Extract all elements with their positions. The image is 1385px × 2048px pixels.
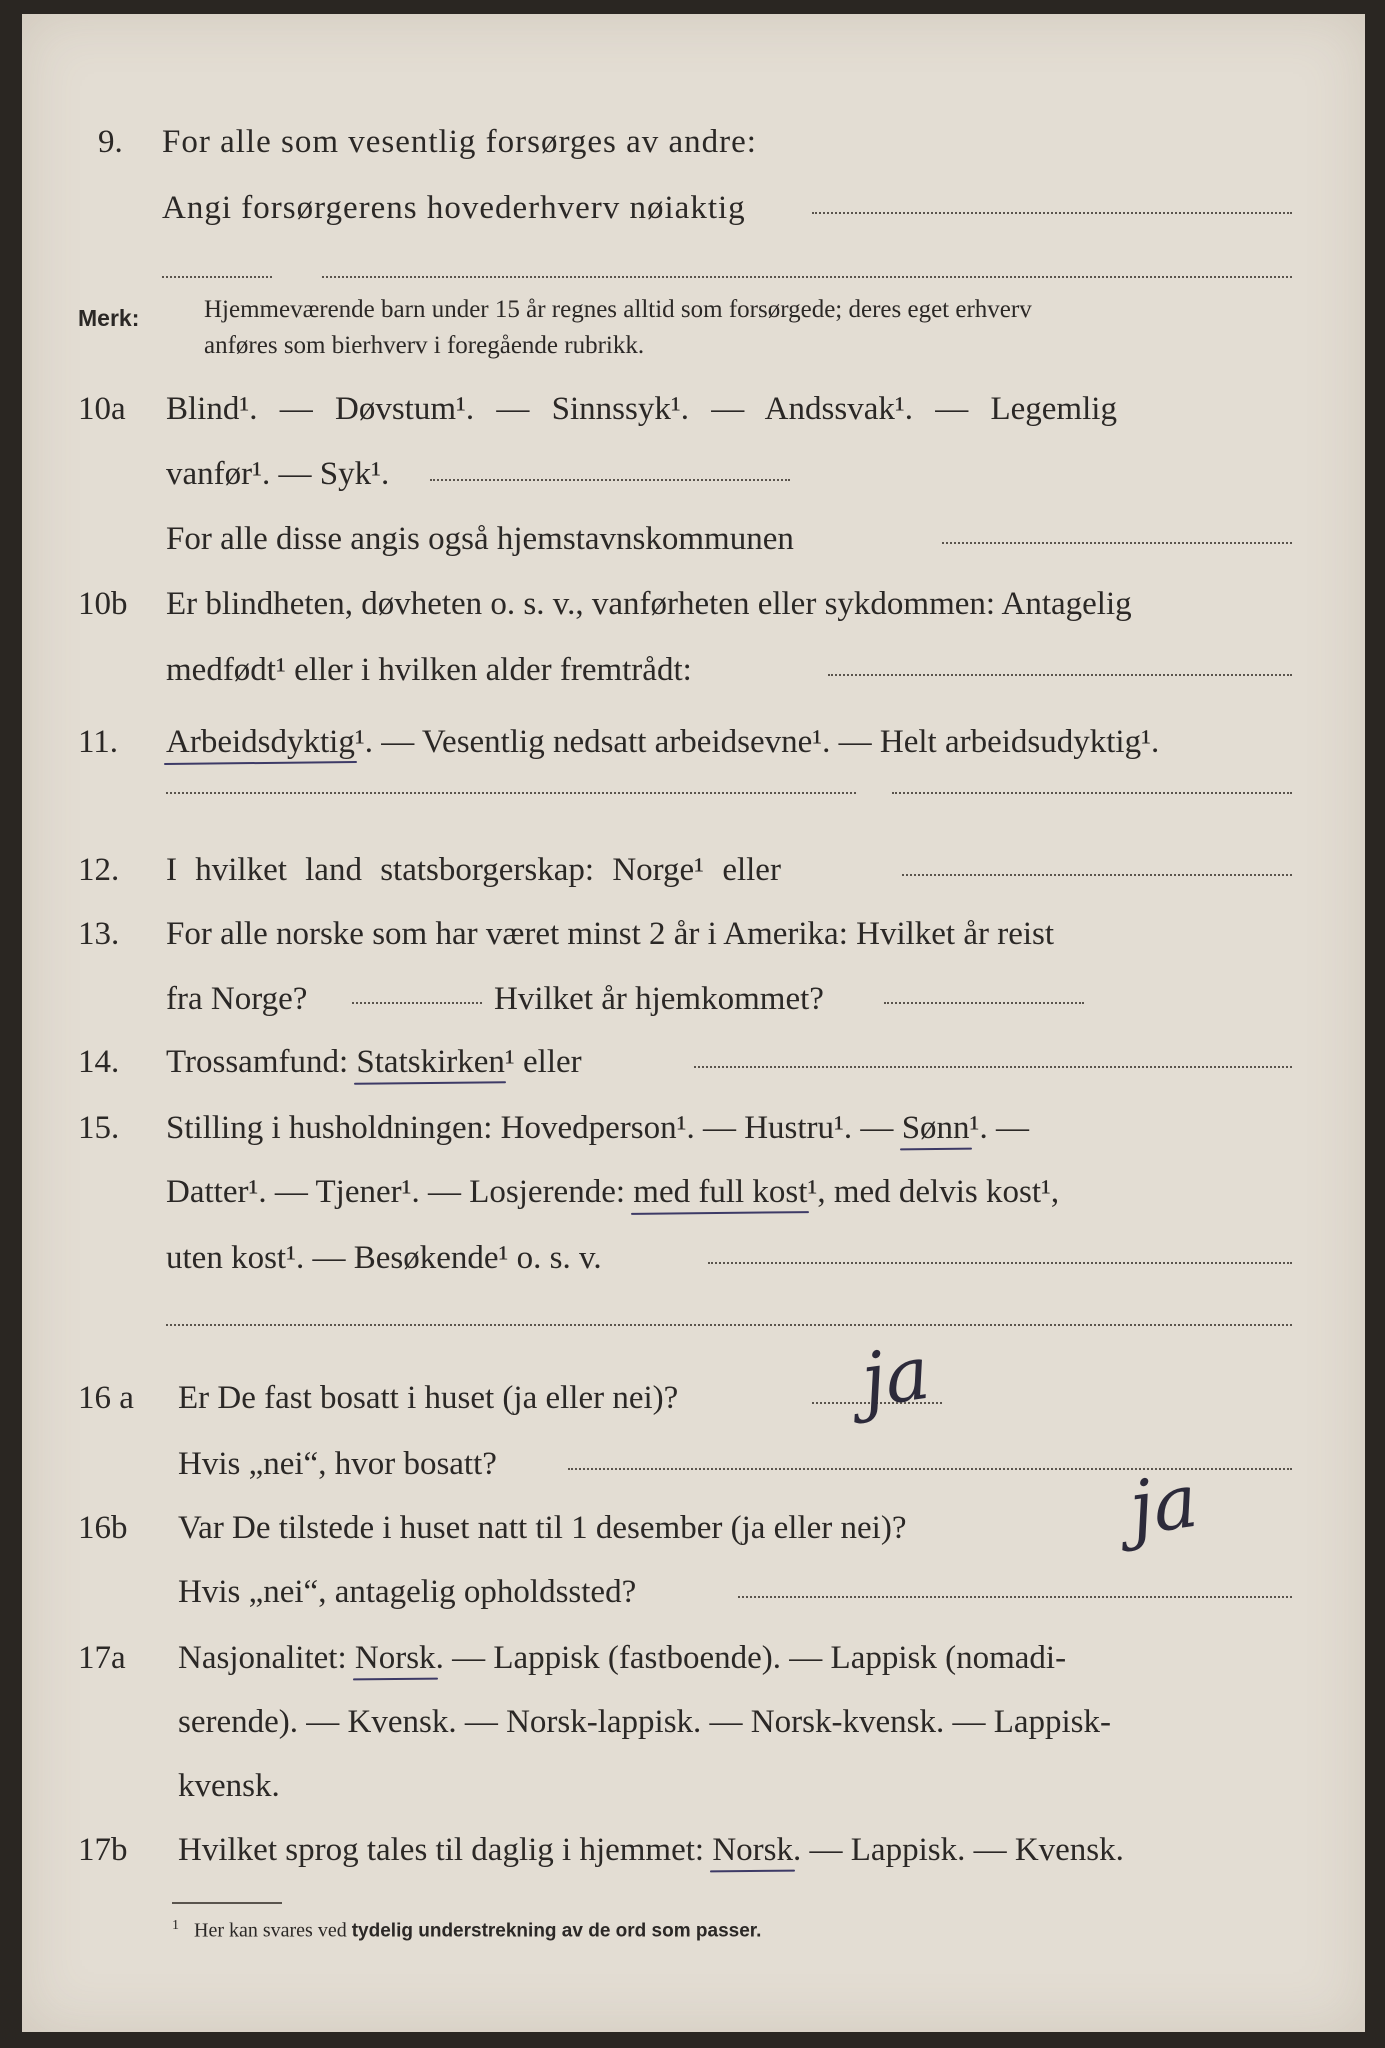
footnote-pre: Her kan svares ved: [194, 1919, 347, 1942]
q13-departure-year-field[interactable]: [352, 1002, 482, 1004]
q11-number: 11.: [78, 724, 119, 760]
q9-line2: Angi forsørgerens hovederhverv nøiaktig: [162, 190, 746, 226]
q11-option-selected[interactable]: Arbeidsdyktig: [166, 724, 355, 760]
q10b-number: 10b: [78, 586, 128, 622]
q13-number: 13.: [78, 916, 120, 952]
q17b-post: . — Lappisk. — Kvensk.: [793, 1832, 1124, 1868]
q10b-answer-field[interactable]: [828, 674, 1292, 676]
q13-line1: For alle norske som har været minst 2 år i Amerika: Hvilket år reist: [166, 916, 1055, 952]
q12-number: 12.: [78, 852, 120, 888]
q17a-post: . — Lappisk (fastboende). — Lappisk (nomadi-: [435, 1640, 1067, 1676]
q10b-line2: medfødt¹ eller i hvilken alder fremtrådt:: [166, 652, 692, 688]
q15-line1-text: Stilling i husholdningen: Hovedperson¹. — Hustru¹. —: [166, 1110, 894, 1146]
q16a-line1: Er De fast bosatt i huset (ja eller nei)?: [178, 1380, 679, 1416]
q15-answer-field[interactable]: [708, 1262, 1292, 1264]
q15-line2: [166, 1172, 1059, 1212]
q9-answer-field-3[interactable]: [322, 276, 1292, 278]
q15-option-selected-full-board[interactable]: med full kost: [633, 1174, 808, 1210]
q14-post: ¹ eller: [504, 1044, 582, 1080]
q15-line1-end: ¹. —: [969, 1110, 1029, 1146]
q11-answer-field-2[interactable]: [892, 792, 1292, 794]
q15-number: 15.: [78, 1110, 120, 1146]
q17a-line2: serende). — Kvensk. — Norsk-lappisk. — Norsk-kvensk. — Lappisk-: [178, 1704, 1112, 1740]
q17a-option-selected[interactable]: Norsk: [354, 1640, 436, 1676]
q16b-handwritten-answer: ja: [1124, 1457, 1203, 1553]
q10a-number: 10a: [78, 391, 126, 427]
q17a-number: 17a: [78, 1640, 126, 1676]
q16a-number: 16 a: [78, 1380, 134, 1416]
q13-line2b: Hvilket år hjemkommet?: [494, 981, 824, 1017]
merk-label: Merk:: [78, 305, 140, 331]
q10a-line1: Blind¹. — Døvstum¹. — Sinnssyk¹. — Andssvak¹. — Legemlig: [166, 391, 1117, 427]
q13-return-year-field[interactable]: [884, 1002, 1084, 1004]
q16b-line2: Hvis „nei“, antagelig opholdssted?: [178, 1574, 637, 1610]
q12-citizenship-field[interactable]: [902, 874, 1292, 876]
q10a-line2: vanfør¹. — Syk¹.: [166, 456, 390, 492]
q16b-line1: Var De tilstede i huset natt til 1 desember (ja eller nei)?: [178, 1510, 907, 1546]
footnote: [172, 1918, 761, 1943]
q17b-pre: Hvilket sprog tales til daglig i hjemmet:: [178, 1832, 705, 1868]
q16a-line2: Hvis „nei“, hvor bosatt?: [178, 1446, 497, 1482]
q14-option-selected[interactable]: Statskirken: [356, 1044, 505, 1080]
footnote-rule: [172, 1902, 282, 1904]
q17a-line3: kvensk.: [178, 1768, 280, 1804]
q9-answer-field[interactable]: [812, 212, 1292, 214]
q12-line: I hvilket land statsborgerskap: Norge¹ eller: [166, 852, 781, 888]
q15-line1: [166, 1108, 1029, 1148]
q15-line2-text: Datter¹. — Tjener¹. — Losjerende:: [166, 1174, 626, 1210]
footnote-bold: tydelig understrekning av de ord som passer.: [351, 1920, 762, 1942]
q15-line3: uten kost¹. — Besøkende¹ o. s. v.: [166, 1240, 602, 1276]
q14-line: [166, 1042, 582, 1082]
q16b-number: 16b: [78, 1510, 128, 1546]
q11-rest: ¹. — Vesentlig nedsatt arbeidsevne¹. — Helt arbeidsudyktig¹.: [354, 724, 1160, 760]
q17b-option-selected[interactable]: Norsk: [712, 1832, 794, 1868]
q15-line2-end: ¹, med delvis kost¹,: [807, 1174, 1060, 1210]
q15-answer-field-2[interactable]: [166, 1324, 1292, 1326]
q17b-line: [178, 1830, 1124, 1870]
q17a-line1: [178, 1638, 1066, 1678]
census-form-page: [22, 14, 1365, 2032]
q11-line: [166, 722, 1159, 762]
q10a-sick-field[interactable]: [430, 479, 790, 481]
q10a-home-municipality-field[interactable]: [942, 542, 1292, 544]
q14-denomination-field[interactable]: [694, 1066, 1292, 1068]
merk-line2: anføres som bierhverv i foregående rubrikk.: [204, 332, 645, 359]
q11-answer-field[interactable]: [166, 792, 856, 794]
q14-pre: Trossamfund:: [166, 1044, 349, 1080]
footnote-mark: 1: [172, 1918, 179, 1933]
q9-answer-field-2[interactable]: [162, 276, 272, 278]
q9-number: 9.: [98, 124, 123, 160]
q17a-pre: Nasjonalitet:: [178, 1640, 347, 1676]
q9-line1: For alle som vesentlig forsørges av andre:: [162, 124, 757, 160]
q10b-line1: Er blindheten, døvheten o. s. v., vanførheten eller sykdommen: Antagelig: [166, 586, 1132, 622]
q17b-number: 17b: [78, 1832, 128, 1868]
q16a-handwritten-answer: ja: [856, 1329, 935, 1425]
merk-line1: Hjemmeværende barn under 15 år regnes alltid som forsørgede; deres eget erhverv: [204, 296, 1032, 323]
q14-number: 14.: [78, 1044, 120, 1080]
q15-option-selected-son[interactable]: Sønn: [901, 1110, 970, 1146]
q16b-location-field[interactable]: [738, 1596, 1292, 1598]
q13-line2a: fra Norge?: [166, 981, 308, 1017]
q10a-line3: For alle disse angis også hjemstavnskommunen: [166, 521, 794, 557]
